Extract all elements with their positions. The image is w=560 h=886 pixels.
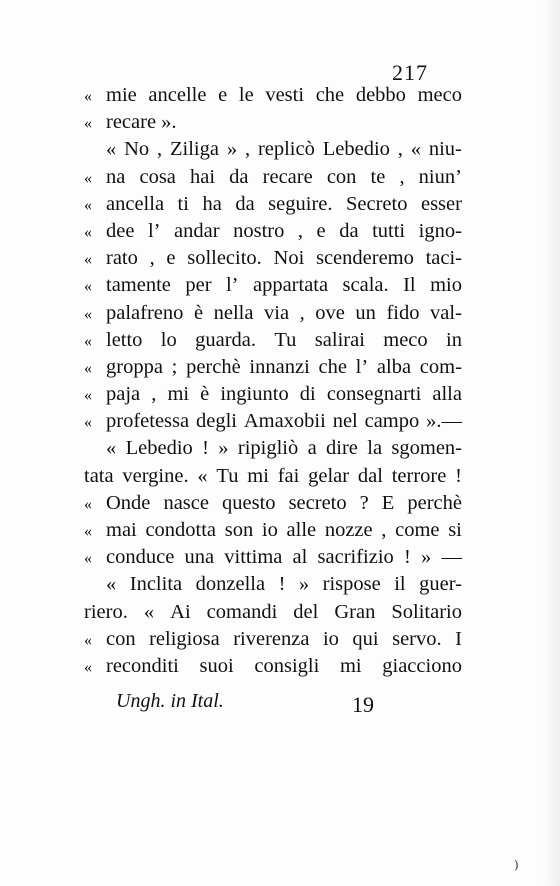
- page-edge-shadow: [542, 0, 560, 886]
- line-quote-mark: «: [84, 332, 92, 350]
- page-number: 217: [392, 60, 428, 85]
- line-text: tata vergine. « Tu mi fai gelar dal terrore !: [84, 464, 462, 487]
- line-text: conduce una vittima al sacrifizio ! » —: [106, 546, 462, 569]
- footer-signature: Ungh. in Ital.: [116, 690, 224, 712]
- line-quote-mark: «: [84, 88, 92, 105]
- line-text: Onde nasce questo secreto ? E perchè: [106, 491, 462, 514]
- line-text: mie ancelle e le vesti che debbo meco: [106, 84, 462, 106]
- line-quote-mark: «: [84, 550, 92, 568]
- text-line: [84, 599, 462, 626]
- bottom-mark: ): [514, 858, 519, 872]
- text-line: [84, 490, 462, 517]
- footer-sheet-number: 19: [352, 692, 374, 717]
- line-text: dee l’ andar nostro , e da tutti igno-: [106, 219, 462, 242]
- text-line: [84, 136, 462, 163]
- line-quote-mark: «: [84, 169, 92, 187]
- text-line: [84, 272, 462, 299]
- line-text: reconditi suoi consigli mi giacciono: [106, 654, 462, 677]
- line-quote-mark: «: [84, 387, 92, 405]
- line-text: letto lo guarda. Tu salirai meco in: [106, 328, 462, 351]
- line-quote-mark: «: [84, 414, 92, 432]
- line-text: ancella ti ha da seguire. Secreto esser: [106, 192, 462, 215]
- body-text: [84, 82, 462, 680]
- line-text: groppa ; perchè innanzi che l’ alba com-: [106, 355, 462, 378]
- line-quote-mark: «: [84, 523, 92, 540]
- line-quote-mark: «: [84, 658, 92, 676]
- line-quote-mark: «: [84, 251, 92, 269]
- line-quote-mark: «: [84, 495, 92, 513]
- line-quote-mark: «: [84, 359, 92, 377]
- line-text: recare ».: [106, 111, 177, 134]
- line-text: con religiosa riverenza io qui servo. I: [106, 627, 462, 650]
- line-text: « No , Ziliga » , replicò Lebedio , « niu-: [106, 138, 462, 161]
- text-line: [84, 354, 462, 381]
- text-line: [84, 109, 462, 136]
- line-quote-mark: «: [84, 631, 92, 649]
- line-quote-mark: «: [84, 115, 92, 133]
- line-text: riero. « Ai comandi del Gran Solitario: [84, 600, 462, 623]
- line-text: profetessa degli Amaxobii nel campo ».—: [106, 410, 462, 433]
- text-line: [84, 408, 462, 435]
- text-line: [84, 653, 462, 680]
- line-text: palafreno è nella via , ove un fido val-: [106, 301, 462, 324]
- text-line: [84, 626, 462, 653]
- line-text: na cosa hai da recare con te , niun’: [106, 165, 462, 188]
- line-quote-mark: «: [84, 305, 92, 323]
- line-quote-mark: «: [84, 196, 92, 214]
- text-line: [84, 463, 462, 490]
- line-text: « Inclita donzella ! » rispose il guer-: [106, 573, 462, 596]
- text-line: [84, 544, 462, 571]
- text-line: [84, 381, 462, 408]
- line-text: mai condotta son io alle nozze , come si: [106, 519, 462, 541]
- text-line: [84, 164, 462, 191]
- line-quote-mark: «: [84, 223, 92, 241]
- line-text: rato , e sollecito. Noi scenderemo taci-: [106, 247, 462, 270]
- line-text: « Lebedio ! » ripigliò a dire la sgomen-: [106, 437, 462, 460]
- text-line: [84, 327, 462, 354]
- text-line: [84, 218, 462, 245]
- text-line: [84, 300, 462, 327]
- text-line: [84, 517, 462, 544]
- line-quote-mark: «: [84, 278, 92, 296]
- text-line: [84, 245, 462, 272]
- line-text: paja , mi è ingiunto di consegnarti alla: [106, 383, 462, 406]
- text-line: [84, 571, 462, 598]
- text-line: [84, 191, 462, 218]
- line-text: tamente per l’ appartata scala. Il mio: [106, 274, 462, 297]
- text-line: [84, 435, 462, 462]
- text-line: [84, 82, 462, 109]
